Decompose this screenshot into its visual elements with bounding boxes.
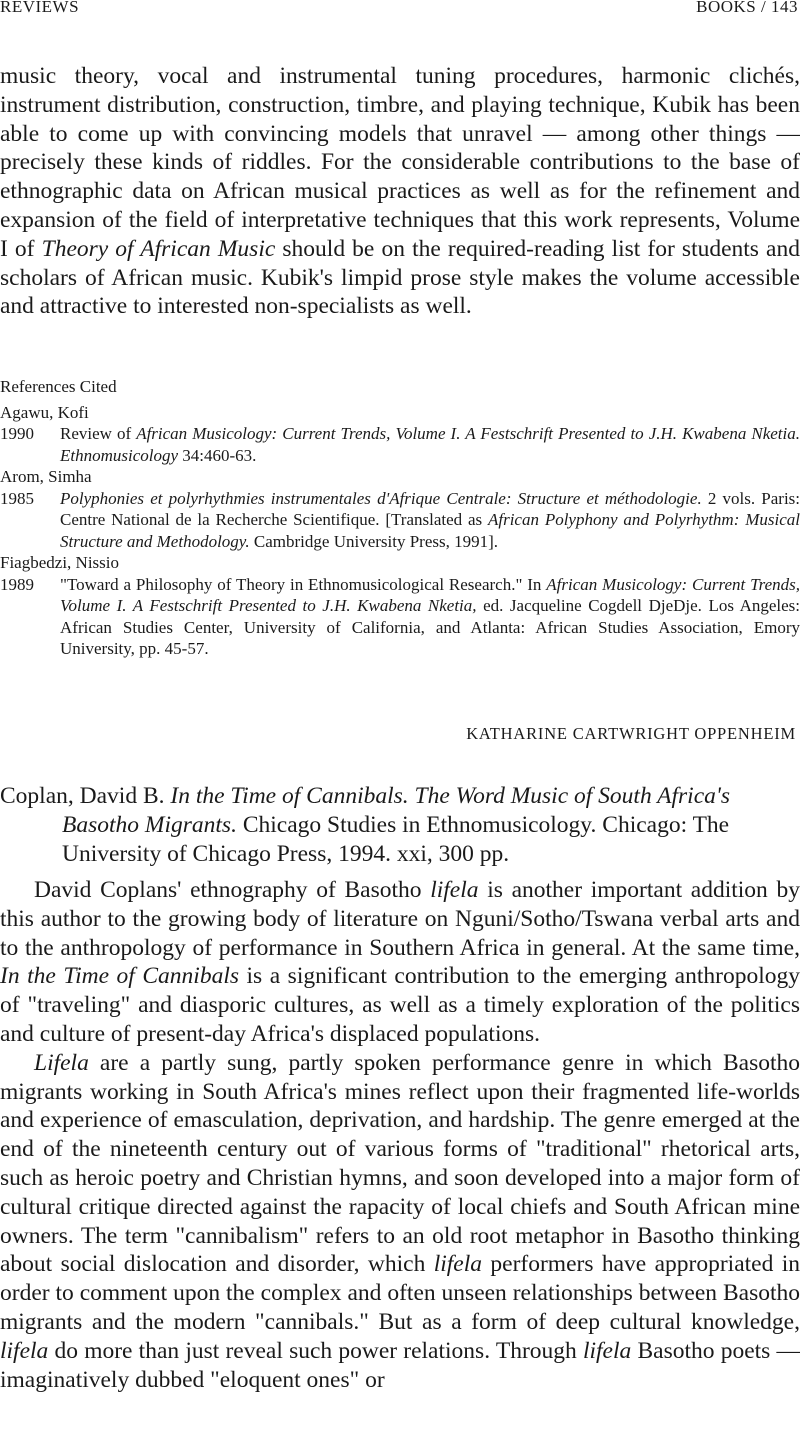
reference-year: 1989 [0,574,34,594]
text-run: Review of [60,424,137,443]
book-title-italic: In the Time of Cannibals [0,963,239,990]
reference-year: 1990 [0,424,34,443]
references-cited [0,376,800,660]
text-run: 2 vols. Paris: Centre National de la Recherche Scientifique. [Translated as [60,488,800,529]
reference-entry [0,574,800,660]
references-heading: References Cited [0,377,117,396]
reference-title-italic: Polyphonies et polyrhythmies instrumentales d'Afrique Centrale: Structure et méthodologie. [60,488,702,508]
text-run: should be on the required-reading list for students and scholars of African music. Kubik's limpid prose style makes the volume accessible and attractive to interested non-specialists as well. [0,235,800,320]
continuation-paragraph [0,62,800,321]
text-run: ed. Jacqueline Cogdell DjeDje. Los Angeles: African Studies Center, University of California, and Atlanta: African Studies Association, Emory University, pp. 45-57. [60,596,800,658]
text-run: are a partly sung, partly spoken performance genre in which Basotho migrants working in South Africa's mines reflect upon their fragmented life-worlds and experience of emasculation, deprivation, and hardship. The genre emerged at the end of the nineteenth century out of various forms of "traditional" rhetorical arts, such as heroic poetry and Christian hymns, and soon developed into a major form of cultural critique directed against the rapacity of local chiefs and South African mine owners. The term "cannibalism" refers to an old root metaphor in Basotho thinking about social dislocation and disorder, which [0,1049,800,1278]
text-run: Cambridge University Press, 1991]. [249,531,499,551]
reference-year: 1985 [0,488,34,508]
text-run: Basotho poets — imaginatively dubbed "eloquent ones" or [0,1337,800,1393]
reviewer-signature: KATHARINE CARTWRIGHT OPPENHEIM [466,724,796,743]
reference-entry [0,423,800,466]
reference-author: Arom, Simha [0,467,92,486]
reference-title-italic: African Musicology: Current Trends, Volume I. A Festschrift Presented to J.H. Kwabena Nketia. Ethnomusicology [60,424,800,465]
reference-title-italic: African Polyphony and Polyrhythm: Musical Structure and Methodology. [60,510,800,551]
paragraph [0,1049,800,1395]
review-body [0,876,800,1394]
book-citation [0,782,800,869]
reference-author: Agawu, Kofi [0,402,89,422]
reference-text [60,423,800,466]
book-title-italic: In the Time of Cannibals. The Word Music of South Africa's Basotho Migrants. [62,783,731,838]
review-heading [0,782,800,869]
reference-entry [0,488,800,553]
italic-term: lifela [430,877,479,903]
reference-text [60,488,800,553]
italic-term: lifela [433,1251,483,1278]
paragraph [0,876,800,1049]
book-title-italic: Theory of African Music [41,235,276,262]
publication-details: Chicago Studies in Ethnomusicology. Chicago: The University of Chicago Press, 1994. xxi, 300 pp. [62,812,730,867]
italic-term: Lifela [34,1049,89,1076]
paragraph [0,62,800,321]
text-run: David Coplans' ethnography of Basotho [34,877,431,903]
text-run: is a significant contribution to the emerging anthropology of "traveling" and diasporic cultures, as well as a timely exploration of the politics and culture of present-day Africa's displaced populations. [0,963,800,1047]
book-author: Coplan, David B. [0,783,171,809]
italic-term: lifela [582,1337,632,1364]
text-run: do more than just reveal such power relations. Through [48,1337,583,1364]
text-run: "Toward a Philosophy of Theory in Ethnomusicological Research." In [60,574,547,594]
italic-term: lifela [0,1337,49,1364]
reference-text [60,574,800,660]
text-run: performers have appropriated in order to comment upon the complex and often unseen relationships between Basotho migrants and the modern "cannibals." But as a form of deep cultural knowledge, [0,1251,800,1335]
text-run: music theory, vocal and instrumental tuning procedures, harmonic clichés, instrument distribution, construction, timbre, and playing technique, Kubik has been able to come up with convincing models that unravel — among other things — precisely these kinds of riddles. For the considerable contributions to the base of ethnographic data on African musical practices as well as for the refinement and expansion of the field of interpretative techniques that this work represents, Volume I of [0,63,800,262]
text-run: is another important addition by this author to the growing body of literature on Nguni/Sotho/Tswana verbal arts and to the anthropology of performance in Southern Africa in general. At the same time, [0,877,800,961]
reference-author: Fiagbedzi, Nissio [0,553,119,572]
reference-title-italic: African Musicology: Current Trends, Volume I. A Festschrift Presented to J.H. Kwabena Nketia, [60,574,800,615]
running-head-page-number: BOOKS / 143 [696,0,798,16]
text-run: 34:460-63. [178,445,257,465]
running-head-section: REVIEWS [0,0,80,16]
running-head [0,0,800,22]
